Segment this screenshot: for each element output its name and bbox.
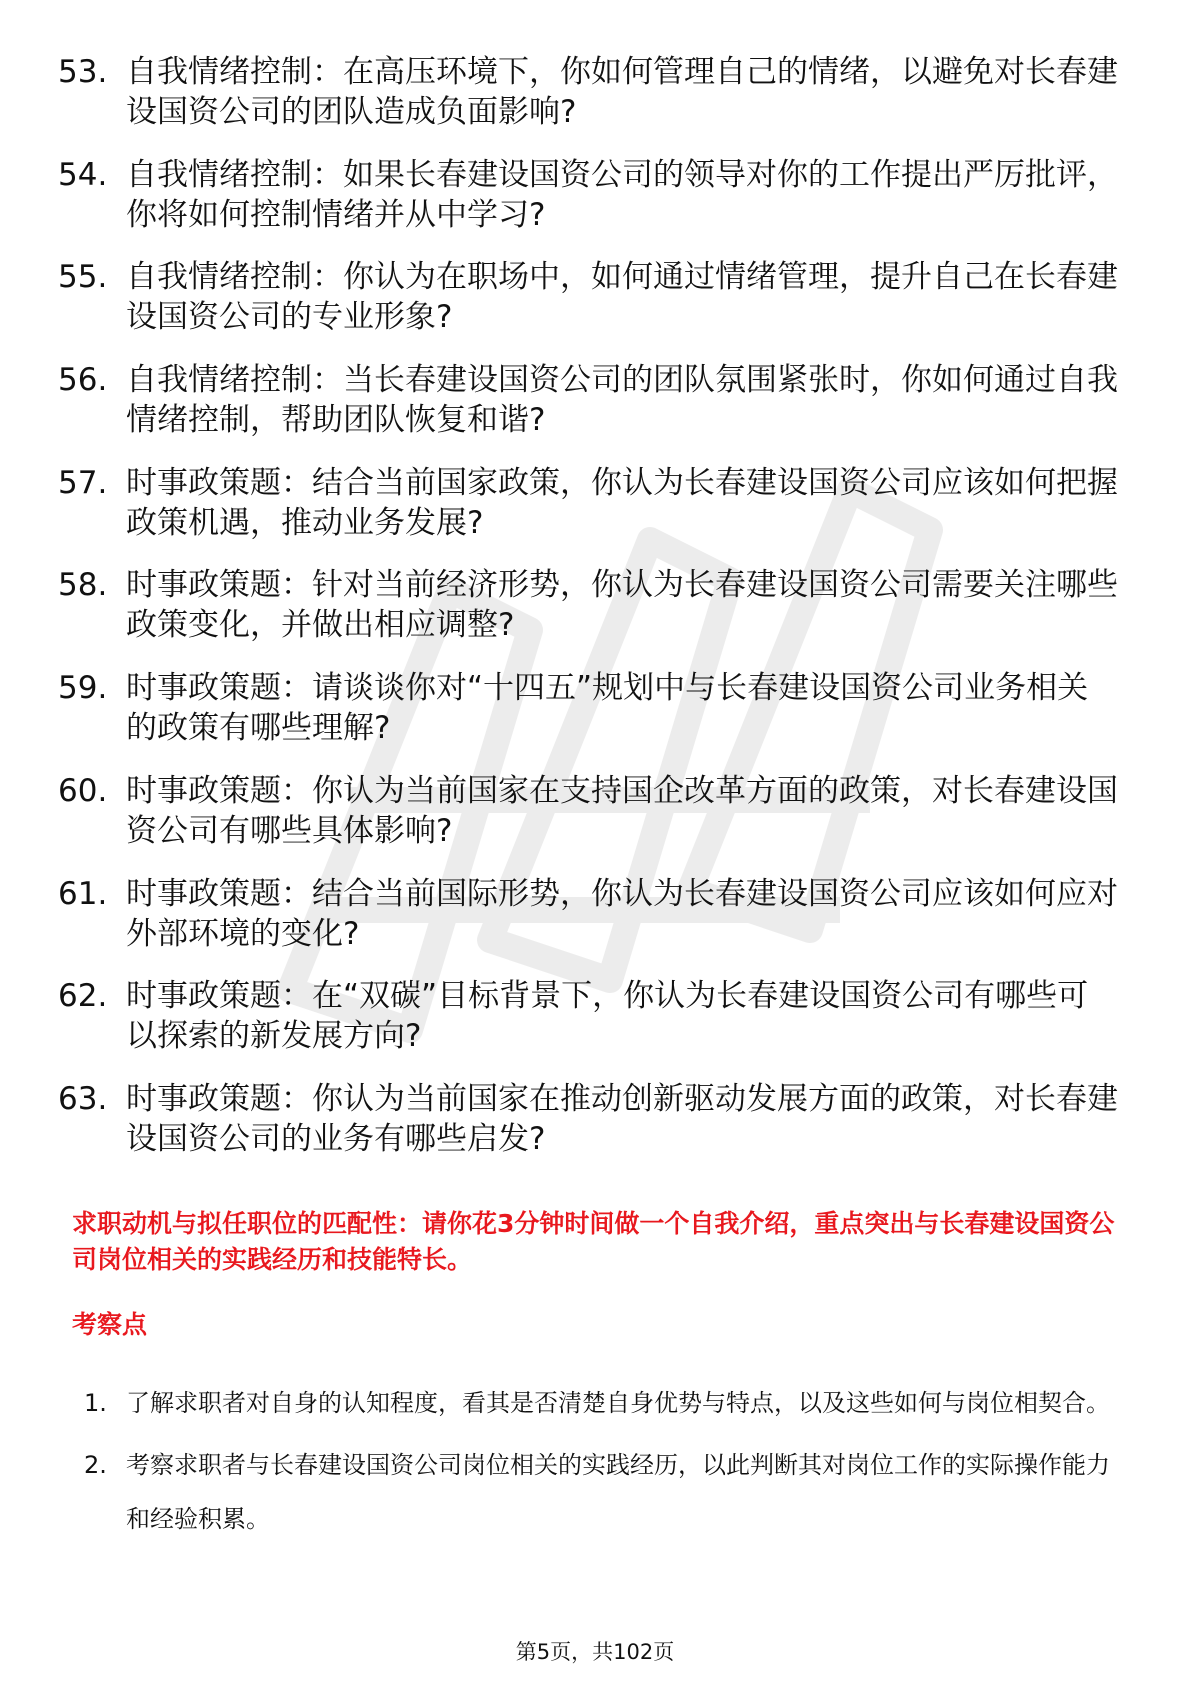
assessment-point — [84, 1438, 1124, 1546]
assessment-point — [84, 1376, 1124, 1430]
question-text: 时事政策题：你认为当前国家在支持国企改革方面的政策，对长春建设国资公司有哪些具体影响? — [126, 772, 1118, 849]
question-number: 63. — [58, 1080, 108, 1117]
assessment-points-list — [84, 1376, 1124, 1554]
question-number: 59. — [58, 670, 108, 707]
question-item — [58, 771, 1118, 851]
question-text: 时事政策题：结合当前国际形势，你认为长春建设国资公司应该如何应对外部环境的变化? — [126, 875, 1118, 952]
question-text: 时事政策题：在“双碳”目标背景下，你认为长春建设国资公司有哪些可以探索的新发展方向? — [126, 978, 1089, 1055]
assessment-point-number: 1. — [84, 1389, 107, 1417]
question-item — [58, 1079, 1118, 1159]
question-item — [58, 565, 1118, 645]
assessment-point-text: 考察求职者与长春建设国资公司岗位相关的实践经历，以此判断其对岗位工作的实际操作能力和经验积累。 — [126, 1451, 1110, 1533]
question-item — [58, 668, 1118, 748]
page-footer: 第5页，共102页 — [515, 1640, 675, 1664]
question-list — [58, 52, 1118, 1182]
question-number: 53. — [58, 54, 108, 90]
question-item — [58, 360, 1118, 440]
question-number: 55. — [58, 259, 108, 296]
question-text: 自我情绪控制：当长春建设国资公司的团队氛围紧张时，你如何通过自我情绪控制，帮助团队恢复和谐? — [126, 362, 1118, 439]
question-text: 自我情绪控制：在高压环境下，你如何管理自己的情绪，以避免对长春建设国资公司的团队造成负面影响? — [126, 54, 1118, 130]
question-text: 时事政策题：你认为当前国家在推动创新驱动发展方面的政策，对长春建设国资公司的业务有哪些启发? — [126, 1080, 1118, 1157]
question-number: 57. — [58, 464, 108, 501]
assessment-point-number: 2. — [84, 1451, 107, 1479]
question-text: 时事政策题：针对当前经济形势，你认为长春建设国资公司需要关注哪些政策变化，并做出相应调整? — [126, 567, 1118, 644]
question-number: 54. — [58, 156, 108, 193]
question-item — [58, 463, 1118, 543]
question-item — [58, 976, 1118, 1056]
assessment-points-label: 考察点 — [72, 1310, 148, 1339]
question-number: 62. — [58, 978, 108, 1015]
question-text: 时事政策题：结合当前国家政策，你认为长春建设国资公司应该如何把握政策机遇，推动业务发展? — [126, 464, 1118, 541]
question-text: 自我情绪控制：你认为在职场中，如何通过情绪管理，提升自己在长春建设国资公司的专业形象? — [126, 259, 1118, 336]
question-number: 56. — [58, 362, 108, 399]
assessment-point-text: 了解求职者对自身的认知程度，看其是否清楚自身优势与特点，以及这些如何与岗位相契合。 — [126, 1389, 1110, 1417]
question-item — [58, 874, 1118, 954]
question-item — [58, 257, 1118, 337]
question-item — [58, 155, 1118, 235]
question-number: 60. — [58, 772, 108, 809]
question-number: 61. — [58, 875, 108, 912]
question-text: 自我情绪控制：如果长春建设国资公司的领导对你的工作提出严厉批评，你将如何控制情绪并从中学习? — [126, 156, 1118, 233]
question-number: 58. — [58, 567, 108, 604]
section-heading: 求职动机与拟任职位的匹配性：请你花3分钟时间做一个自我介绍，重点突出与长春建设国资公司岗位相关的实践经历和技能特长。 — [72, 1209, 1115, 1274]
question-text: 时事政策题：请谈谈你对“十四五”规划中与长春建设国资公司业务相关的政策有哪些理解? — [126, 670, 1089, 747]
question-item — [58, 52, 1118, 132]
